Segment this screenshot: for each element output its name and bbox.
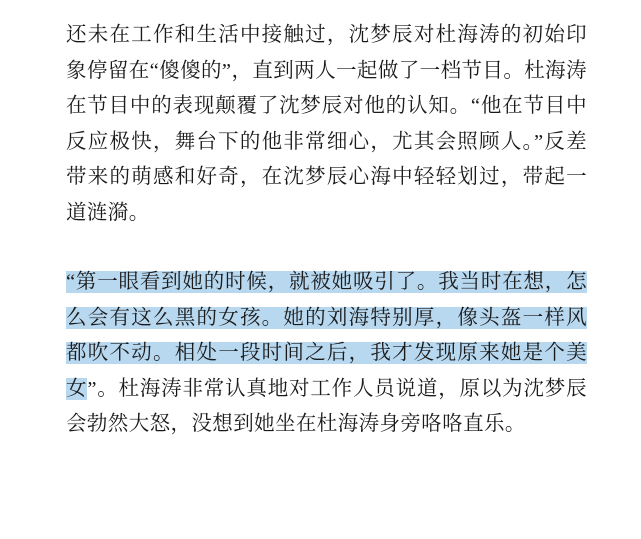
highlighted-quote[interactable]: “第一眼看到她的时候，就被她吸引了。我当时在想，怎么会有这么黑的女孩。她的刘海特别厚，像头盔一样风都吹不动。相处一段时间之后，我才发现原来她是个美女 [66,271,587,400]
paragraph-2 [66,265,587,443]
paragraph-1-text: 还未在工作和生活中接触过，沈梦辰对杜海涛的初始印象停留在“傻傻的”，直到两人一起做了一档节目。杜海涛在节目中的表现颠覆了沈梦辰对他的认知。“他在节目中反应极快，舞台下的他非常细心，尤其会照顾人。”反差带来的萌感和好奇，在沈梦辰心海中轻轻划过，带起一道涟漪。 [66,24,587,224]
paragraph-2-trailing-text: ”。杜海涛非常认真地对工作人员说道，原以为沈梦辰会勃然大怒，没想到她坐在杜海涛身旁咯咯直乐。 [66,377,587,435]
paragraph-1 [66,18,587,231]
